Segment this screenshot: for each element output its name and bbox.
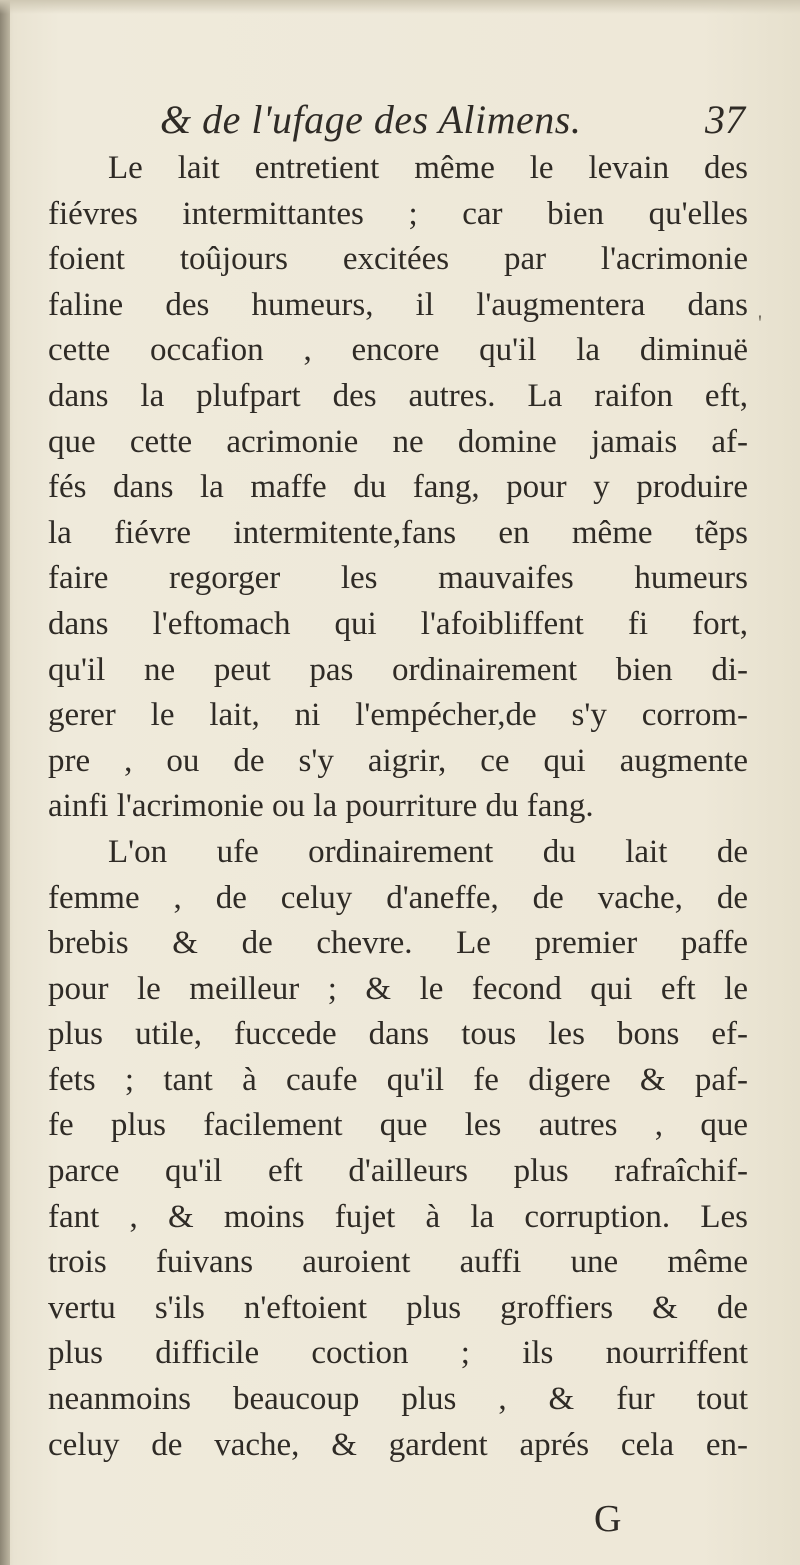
- text-line: pre , ou de s'y aigrir, ce qui augmente: [48, 742, 748, 779]
- running-title: & de l'ufage des Alimens.: [160, 97, 582, 142]
- text-line: fets ; tant à caufe qu'il fe digere & paf-: [48, 1061, 748, 1098]
- text-line: neanmoins beaucoup plus , & fur tout: [48, 1381, 748, 1418]
- text-line: plus difficile coction ; ils nourriffent: [48, 1335, 748, 1372]
- text-line: faline des humeurs, il l'augmentera dans: [48, 286, 748, 323]
- text-line: fant , & moins fujet à la corruption. Les: [48, 1198, 748, 1235]
- text-line: celuy de vache, & gardent aprés cela en-: [48, 1426, 748, 1463]
- text-line: Le lait entretient même le levain des: [108, 150, 748, 186]
- text-line: qu'il ne peut pas ordinairement bien di-: [48, 651, 748, 688]
- text-line: cette occafion , encore qu'il la diminuë: [48, 332, 748, 369]
- text-line: trois fuivans auroient auffi une même: [48, 1244, 748, 1281]
- text-line: fe plus facilement que les autres , que: [48, 1107, 748, 1144]
- text-line: femme , de celuy d'aneffe, de vache, de: [48, 879, 748, 916]
- text-line: vertu s'ils n'eftoient plus groffiers & de: [48, 1289, 748, 1326]
- text-line: fés dans la maffe du fang, pour y produire: [48, 469, 748, 506]
- text-line: pour le meilleur ; & le fecond qui eft le: [48, 970, 748, 1007]
- text-line: gerer le lait, ni l'empécher,de s'y corrom-: [48, 697, 748, 734]
- page-number: 37: [705, 97, 745, 142]
- text-line: L'on ufe ordinairement du lait de: [108, 833, 748, 870]
- text-line: que cette acrimonie ne domine jamais af-: [48, 423, 748, 460]
- signature-mark: G: [594, 1498, 622, 1540]
- text-line: brebis & de chevre. Le premier paffe: [48, 925, 748, 962]
- text-line: faire regorger les mauvaifes humeurs: [48, 560, 748, 597]
- text-line: dans la plufpart des autres. La raifon eft,: [48, 377, 748, 414]
- text-line: foient toûjours excitées par l'acrimonie: [48, 241, 748, 278]
- text-line: plus utile, fuccede dans tous les bons ef-: [48, 1016, 748, 1053]
- body-text: [48, 146, 748, 1468]
- page-binding-edge: [0, 0, 10, 1565]
- text-line: fiévres intermittantes ; car bien qu'elles: [48, 195, 748, 232]
- text-line: la fiévre intermitente,fans en même tẽps: [48, 514, 748, 551]
- margin-mark: ': [758, 310, 762, 335]
- text-line: parce qu'il eft d'ailleurs plus rafraîchif-: [48, 1153, 748, 1190]
- page-top-shadow: [0, 0, 800, 14]
- text-line: dans l'eftomach qui l'afoibliffent fi fort,: [48, 605, 748, 642]
- text-line: ainfi l'acrimonie ou la pourriture du fang.: [48, 788, 594, 825]
